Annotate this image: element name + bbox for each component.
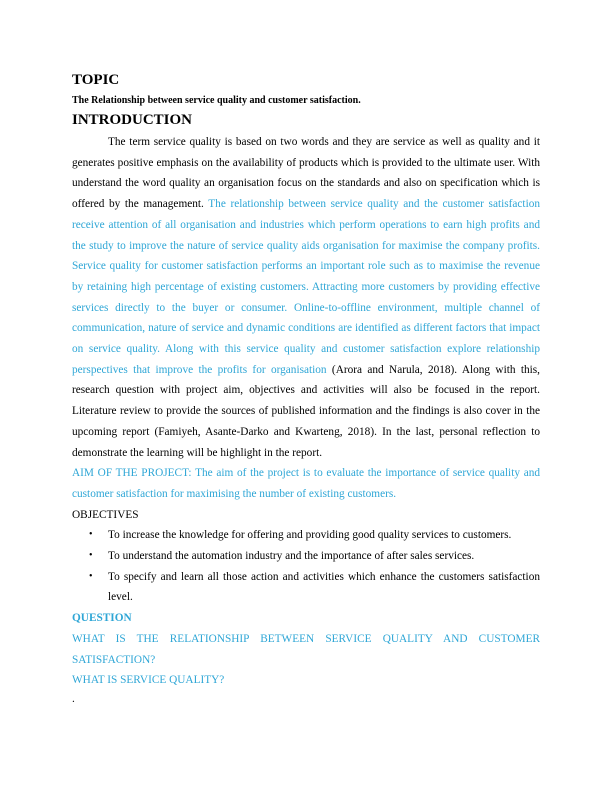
bullet-icon: •	[89, 570, 93, 582]
objective-item	[89, 546, 540, 567]
question-heading: QUESTION	[72, 612, 132, 625]
topic-subtitle: The Relationship between service quality and customer satisfaction.	[72, 95, 361, 106]
research-question-1: WHAT IS THE RELATIONSHIP BETWEEN SERVICE QUALITY AND CUSTOMER SATISFACTION?	[72, 632, 540, 666]
intro-text-black-2: (Arora and Narula, 2018). Along with this, research question with project aim, objectives and activities will also be focused in the report. Literature review to provide the sources of published information and the findings is also cover in the upcoming report (Famiyeh, Asante-Darko and Kwarteng, 2018). In the last, personal reflection to demonstrate the learning will be highlight in the report.	[72, 363, 540, 459]
trailing-dot: .	[72, 692, 75, 705]
objective-text: To increase the knowledge for offering and providing good quality services to customers.	[108, 529, 512, 542]
objective-text: To specify and learn all those action and activities which enhance the customers satisfaction level.	[108, 570, 540, 604]
objective-item	[89, 525, 540, 546]
intro-text-black-1: The term service quality is based on two words and they are service as well as quality and it generates positive emphasis on the availability of products which is provided to the ultimate user. With understand the word quality an organisation focus on the standards and also on specification which is offered by the management.	[72, 136, 540, 211]
objective-text: To understand the automation industry and the importance of after sales services.	[108, 550, 475, 563]
topic-heading: TOPIC	[72, 72, 120, 88]
introduction-heading: INTRODUCTION	[72, 112, 193, 128]
document-page	[72, 70, 540, 707]
objectives-list	[72, 525, 540, 608]
intro-text-highlighted: The relationship between service quality and the customer satisfaction receive attention of all organisation and industries which perform operations to earn high profits and the study to improve the nature of service quality aids organisation for maximise the company profits. Service quality for customer satisfaction performs an important role such as to maximise the revenue by retaining high percentage of existing customers. Attracting more customers by providing effective services directly to the buyer or consumer. Online-to-offline environment, multiple channel of communication, nature of service and dynamic conditions are identified as different factors that impact on service quality. Along with this service quality and customer satisfaction explore relationship perspectives that improve the profits for organisation	[72, 198, 541, 376]
objective-item	[89, 567, 540, 608]
objectives-heading: OBJECTIVES	[72, 508, 139, 521]
project-aim: AIM OF THE PROJECT: The aim of the project is to evaluate the importance of service quality and customer satisfaction for maximising the number of existing customers.	[72, 467, 540, 500]
introduction-paragraph	[72, 132, 540, 463]
research-question-2: WHAT IS SERVICE QUALITY?	[72, 674, 225, 687]
bullet-icon: •	[89, 550, 93, 562]
bullet-icon: •	[89, 529, 93, 541]
